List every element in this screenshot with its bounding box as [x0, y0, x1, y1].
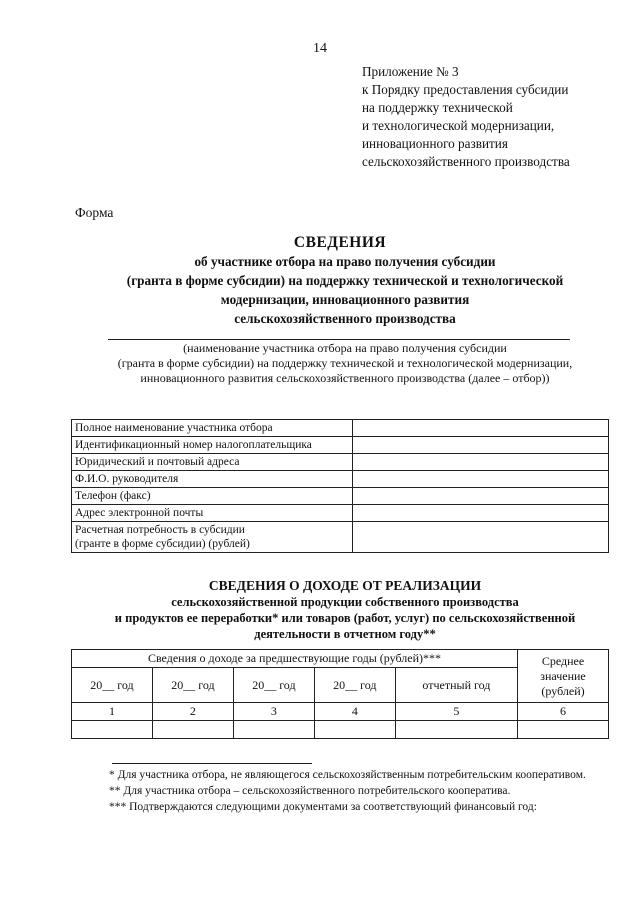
- value-cell[interactable]: [395, 721, 517, 739]
- appendix-line: к Порядку предоставления субсидии: [362, 82, 569, 97]
- year-column-header: 20__ год: [72, 668, 153, 703]
- form-label: Форма: [75, 205, 114, 220]
- row-label: [72, 522, 353, 553]
- row-value-cell[interactable]: [353, 522, 609, 553]
- participant-name-caption: [60, 341, 630, 386]
- row-label: Полное наименование участника отбора: [72, 420, 353, 437]
- row-label: Идентификационный номер налогоплательщика: [72, 437, 353, 454]
- document-subtitle: [60, 252, 630, 328]
- income-heading: СВЕДЕНИЯ О ДОХОДЕ ОТ РЕАЛИЗАЦИИ: [208, 578, 482, 593]
- row-label: Юридический и почтовый адреса: [72, 454, 353, 471]
- subtitle-line: модернизации, инновационного развития: [220, 292, 470, 307]
- year-column-header: 20__ год: [314, 668, 395, 703]
- row-label: Ф.И.О. руководителя: [72, 471, 353, 488]
- column-number: 3: [233, 703, 314, 721]
- caption-line: (наименование участника отбора на право получения субсидии: [183, 341, 507, 355]
- document-title: СВЕДЕНИЯ: [293, 234, 387, 251]
- average-header-line: значение: [540, 668, 586, 683]
- table-row: [72, 522, 609, 553]
- table-row: [72, 703, 609, 721]
- table-row: [72, 420, 609, 437]
- income-subheading-line: сельскохозяйственной продукции собственного производства: [171, 595, 519, 609]
- column-number: 1: [72, 703, 153, 721]
- footnote-divider: [112, 763, 312, 764]
- subtitle-line: сельскохозяйственного производства: [234, 311, 456, 326]
- row-label: Телефон (факс): [72, 488, 353, 505]
- year-column-header: отчетный год: [395, 668, 517, 703]
- row-value-cell[interactable]: [353, 420, 609, 437]
- average-header-line: (рублей): [541, 683, 585, 698]
- footnotes: [75, 767, 608, 815]
- value-cell[interactable]: [72, 721, 153, 739]
- caption-line: инновационного развития сельскохозяйственного производства (далее – отбор)): [140, 371, 550, 385]
- average-header-line: Среднее: [541, 653, 585, 668]
- group-header: Сведения о доходе за предшествующие годы (рублей)***: [72, 650, 518, 668]
- subtitle-line: (гранта в форме субсидии) на поддержку технической и технологической: [126, 273, 564, 288]
- table-row: [72, 454, 609, 471]
- value-cell[interactable]: [152, 721, 233, 739]
- row-value-cell[interactable]: [353, 505, 609, 522]
- table-row: [72, 437, 609, 454]
- page-number: 14: [313, 41, 327, 56]
- value-cell[interactable]: [518, 721, 609, 739]
- subtitle-line: об участнике отбора на право получения субсидии: [194, 254, 496, 269]
- income-subheading-line: деятельности в отчетном году**: [254, 627, 436, 641]
- row-value-cell[interactable]: [353, 488, 609, 505]
- participant-name-blank[interactable]: [108, 339, 570, 340]
- year-column-header: 20__ год: [152, 668, 233, 703]
- table-row: [72, 650, 609, 668]
- participant-info-table: [71, 419, 609, 553]
- footnote: ** Для участника отбора – сельскохозяйственного потребительского кооператива.: [109, 785, 511, 797]
- appendix-line: Приложение № 3: [362, 64, 459, 79]
- footnote: *** Подтверждаются следующими документами за соответствующий финансовый год:: [109, 801, 537, 813]
- row-label: Адрес электронной почты: [72, 505, 353, 522]
- column-number: 6: [518, 703, 609, 721]
- row-value-cell[interactable]: [353, 471, 609, 488]
- footnote: * Для участника отбора, не являющегося сельскохозяйственным потребительским кооперативом.: [109, 769, 586, 781]
- table-row: [72, 488, 609, 505]
- appendix-line: сельскохозяйственного производства: [362, 154, 570, 169]
- column-number: 5: [395, 703, 517, 721]
- row-label-line: Расчетная потребность в субсидии: [75, 524, 245, 536]
- appendix-line: инновационного развития: [362, 136, 508, 151]
- appendix-line: на поддержку технической: [362, 100, 513, 115]
- average-header: [518, 650, 609, 703]
- income-table: [71, 649, 609, 739]
- row-value-cell[interactable]: [353, 454, 609, 471]
- row-value-cell[interactable]: [353, 437, 609, 454]
- column-number: 4: [314, 703, 395, 721]
- table-row: [72, 505, 609, 522]
- income-subheading-line: и продуктов ее переработки* или товаров (работ, услуг) по сельскохозяйственной: [114, 611, 576, 625]
- value-cell[interactable]: [314, 721, 395, 739]
- caption-line: (гранта в форме субсидии) на поддержку технической и технологической модернизации,: [117, 356, 573, 370]
- row-label-line: (гранте в форме субсидии) (рублей): [75, 538, 250, 550]
- income-section-heading: [60, 578, 630, 642]
- appendix-block: [362, 63, 570, 171]
- value-cell[interactable]: [233, 721, 314, 739]
- year-column-header: 20__ год: [233, 668, 314, 703]
- table-row: [72, 721, 609, 739]
- appendix-line: и технологической модернизации,: [362, 118, 555, 133]
- table-row: [72, 471, 609, 488]
- column-number: 2: [152, 703, 233, 721]
